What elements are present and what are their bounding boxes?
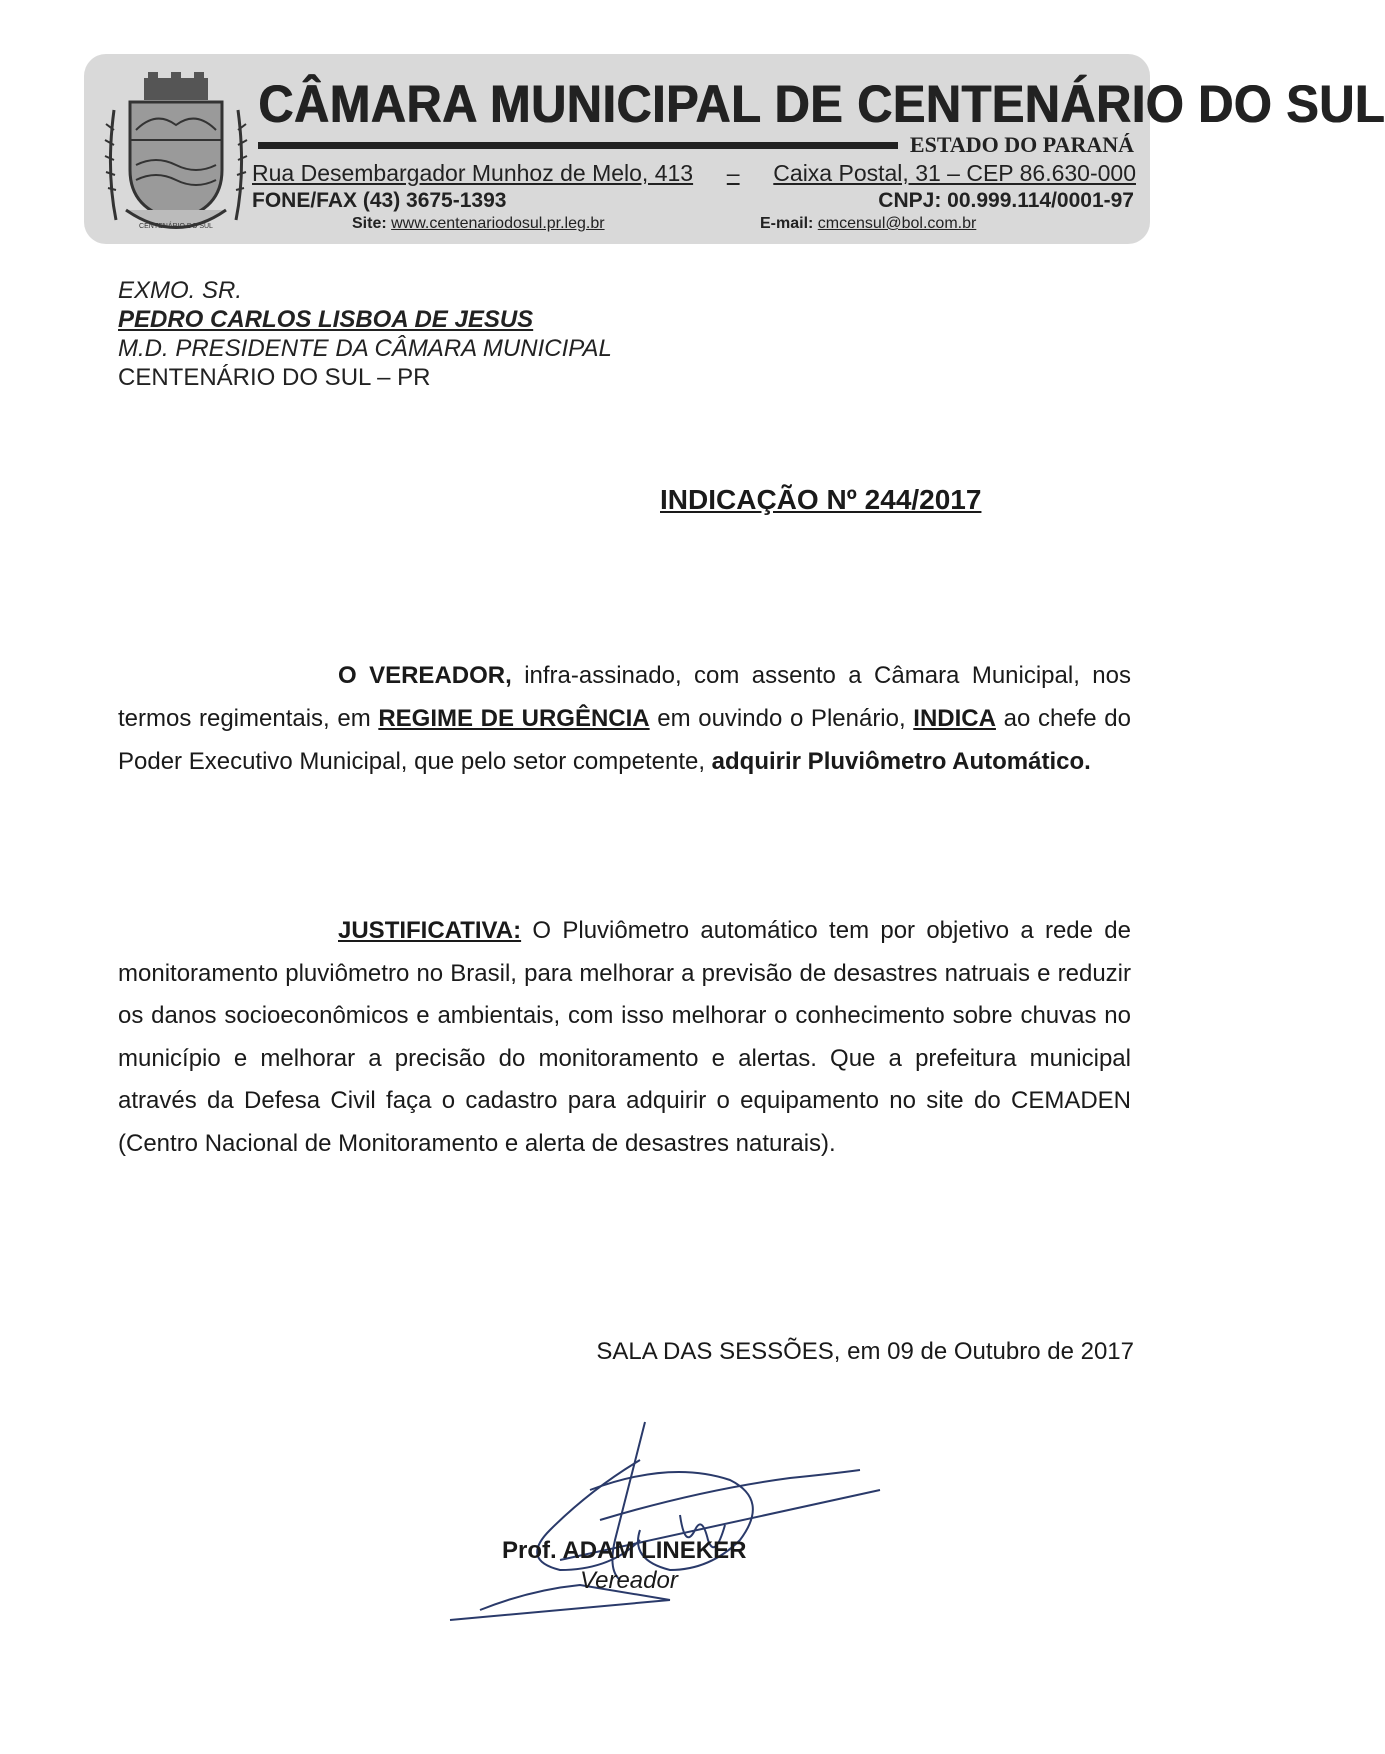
urgency-regime: REGIME DE URGÊNCIA <box>378 705 650 732</box>
email-label: E-mail: <box>760 215 814 232</box>
signer-role: Vereador <box>580 1567 678 1594</box>
address-separator: – <box>726 160 740 186</box>
indication-paragraph <box>118 654 1131 783</box>
site-link[interactable]: www.centenariodosul.pr.leg.br <box>391 215 605 232</box>
site-label: Site: <box>352 215 387 232</box>
document-title: INDICAÇÃO Nº 244/2017 <box>660 484 982 515</box>
phone-fax: FONE/FAX (43) 3675-1393 <box>252 189 507 212</box>
requested-action: adquirir Pluviômetro Automático. <box>711 748 1091 775</box>
cnpj: CNPJ: 00.999.114/0001-97 <box>878 189 1134 212</box>
justification-paragraph <box>118 910 1131 1165</box>
recipient-block <box>118 276 612 392</box>
email-line <box>760 215 976 233</box>
p1-text-a: infra-assinado, com assento a Câmara Municipal, nos termos regimentais, em <box>118 662 1131 732</box>
letterhead-rule <box>258 142 898 149</box>
site-line <box>352 215 605 233</box>
address-line <box>252 160 1136 187</box>
p1-text-c: ao chefe do Poder Executivo Municipal, que pelo setor competente, <box>118 705 1131 775</box>
salutation: EXMO. SR. <box>118 277 243 304</box>
signer-name: Prof. ADAM LINEKER <box>502 1537 747 1564</box>
place-and-date: SALA DAS SESSÕES, em 09 de Outubro de 2017 <box>596 1338 1134 1365</box>
municipal-crest-icon <box>96 70 256 240</box>
crest-text: CENTENÁRIO DO SUL <box>139 223 213 230</box>
vereador-lead: O VEREADOR, <box>338 662 512 689</box>
justification-text: O Pluviômetro automático tem por objetivo a rede de monitoramento pluviômetro no Brasil, para melhorar a previsão de desastres natruais e reduzir os danos socioeconômicos e ambientais, com isso melhorar o conhecimento sobre chuvas no município e melhorar a precisão do monitoramento e alertas. Que a prefeitura municipal através da Defesa Civil faça o cadastro para adquirir o equipamento no site do CEMADEN (Centro Nacional de Monitoramento e alerta de desastres naturais). <box>118 917 1131 1157</box>
p1-text-b: em ouvindo o Plenário, <box>649 705 914 732</box>
state-name: ESTADO DO PARANÁ <box>909 132 1134 157</box>
recipient-name: PEDRO CARLOS LISBOA DE JESUS <box>118 306 534 333</box>
justification-lead: JUSTIFICATIVA: <box>338 917 522 944</box>
email-link[interactable]: cmcensul@bol.com.br <box>817 215 977 232</box>
address-postal-box: Caixa Postal, 31 – CEP 86.630-000 <box>773 160 1136 186</box>
chamber-title: CÂMARA MUNICIPAL DE CENTENÁRIO DO SUL <box>258 75 1385 134</box>
indica-keyword: INDICA <box>913 705 996 732</box>
recipient-location: CENTENÁRIO DO SUL – PR <box>118 364 431 391</box>
address-street: Rua Desembargador Munhoz de Melo, 413 <box>252 160 694 186</box>
recipient-role: M.D. PRESIDENTE DA CÂMARA MUNICIPAL <box>118 335 612 362</box>
